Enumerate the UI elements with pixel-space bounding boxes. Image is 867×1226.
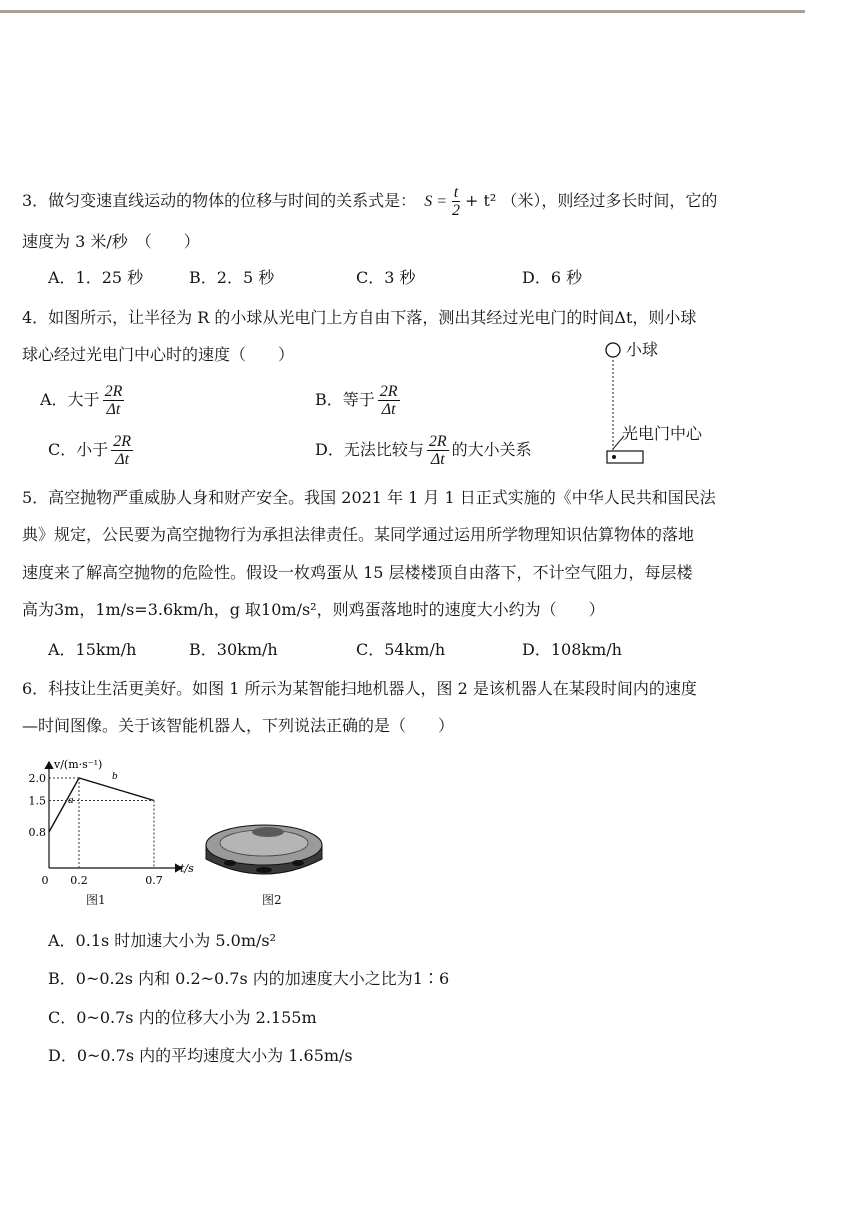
robot-bumper-right [292,860,304,866]
q6-line2: —时间图像。关于该智能机器人，下列说法正确的是（ ） [22,716,455,735]
q6-option-c: C．0~0.7s 内的位移大小为 2.155m [48,1008,317,1027]
q6-line1: 6．科技让生活更美好。如图 1 所示为某智能扫地机器人，图 2 是该机器人在某段时间内的速度 [22,679,697,698]
robot-bumper-left [224,860,236,866]
vt-chart [22,752,207,897]
q5-option-a: A．15km/h [48,640,137,659]
x-axis-label: t/s [180,862,194,875]
y-tick-label: 0.8 [28,826,46,839]
fig1-caption: 图1 [86,893,106,907]
x-tick-label: 0.7 [145,874,163,887]
y-tick-label: 1.5 [28,794,46,808]
q5-line2: 典》规定，公民要为高空抛物行为承担法律责任。某同学通过运用所学物理知识估算物体的落地 [22,525,695,544]
q3-option-b: B．2．5 秒 [189,268,275,287]
q3-option-a: A．1．25 秒 [48,268,144,287]
q6-option-a: A．0.1s 时加速大小为 5.0m/s² [48,931,277,950]
q5-line1: 5．高空抛物严重威胁人身和财产安全。我国 2021 年 1 月 1 日正式实施的《中华人民共和国民法 [22,488,716,507]
fig2-caption: 图2 [262,893,282,907]
ball-icon [606,343,620,357]
x-tick-label: 0.2 [70,874,88,887]
q5-option-c: C．54km/h [356,640,446,659]
q3-option-c: C．3 秒 [356,268,416,287]
gate-label: 光电门中心 [622,424,703,443]
ball-label: 小球 [626,340,659,359]
q5-option-d: D．108km/h [522,640,622,659]
gate-center-dot [612,455,616,459]
q5-line3: 速度来了解高空抛物的危险性。假设一枚鸡蛋从 15 层楼楼顶自由落下，不计空气阻力，每层楼 [22,563,693,582]
q3-line1: 3．做匀变速直线运动的物体的位移与时间的关系式是： S = $\frac{t}{2}$ + t² （米），则经过多长时间，它的 [22,184,718,219]
q4-line1: 4．如图所示，让半径为 R 的小球从光电门上方自由下落，测出其经过光电门的时间Δt，则小球 [22,308,697,327]
q6-option-d: D．0~0.7s 内的平均速度大小为 1.65m/s [48,1046,353,1065]
q4-option-a: A．大于 $\frac{2R}{\Delta t}$ [40,383,123,418]
q3-line2: 速度为 3 米/秒 （ ） [22,232,200,251]
q6-option-b: B．0~0.2s 内和 0.2~0.7s 内的加速度大小之比为1∶6 [48,969,450,988]
y-tick-label: 2.0 [28,772,46,785]
velocity-line [49,778,154,832]
q4-option-b: B．等于 $\frac{2R}{\Delta t}$ [315,383,398,418]
segment-label-b: b [112,769,118,782]
q4-option-c: C．小于 $\frac{2R}{\Delta t}$ [48,433,132,468]
scan-edge [0,10,805,13]
q3-option-d: D．6 秒 [522,268,583,287]
robot-vacuum-image [200,815,330,885]
q5-option-b: B．30km/h [189,640,278,659]
robot-sensor [252,827,284,837]
robot-bumper-front [256,867,272,873]
y-axis-label: v/(m·s⁻¹) [54,758,103,771]
x-tick-label: 0 [41,874,49,887]
q4-figure [596,336,736,476]
q4-line2: 球心经过光电门中心时的速度（ ） [22,345,295,364]
q5-line4: 高为3m，1m/s=3.6km/h，g 取10m/s²，则鸡蛋落地时的速度大小约为（ ） [22,600,605,619]
q4-option-d: D．无法比较与 $\frac{2R}{\Delta t}$ 的大小关系 [315,433,532,468]
segment-label-a: a [68,794,74,806]
